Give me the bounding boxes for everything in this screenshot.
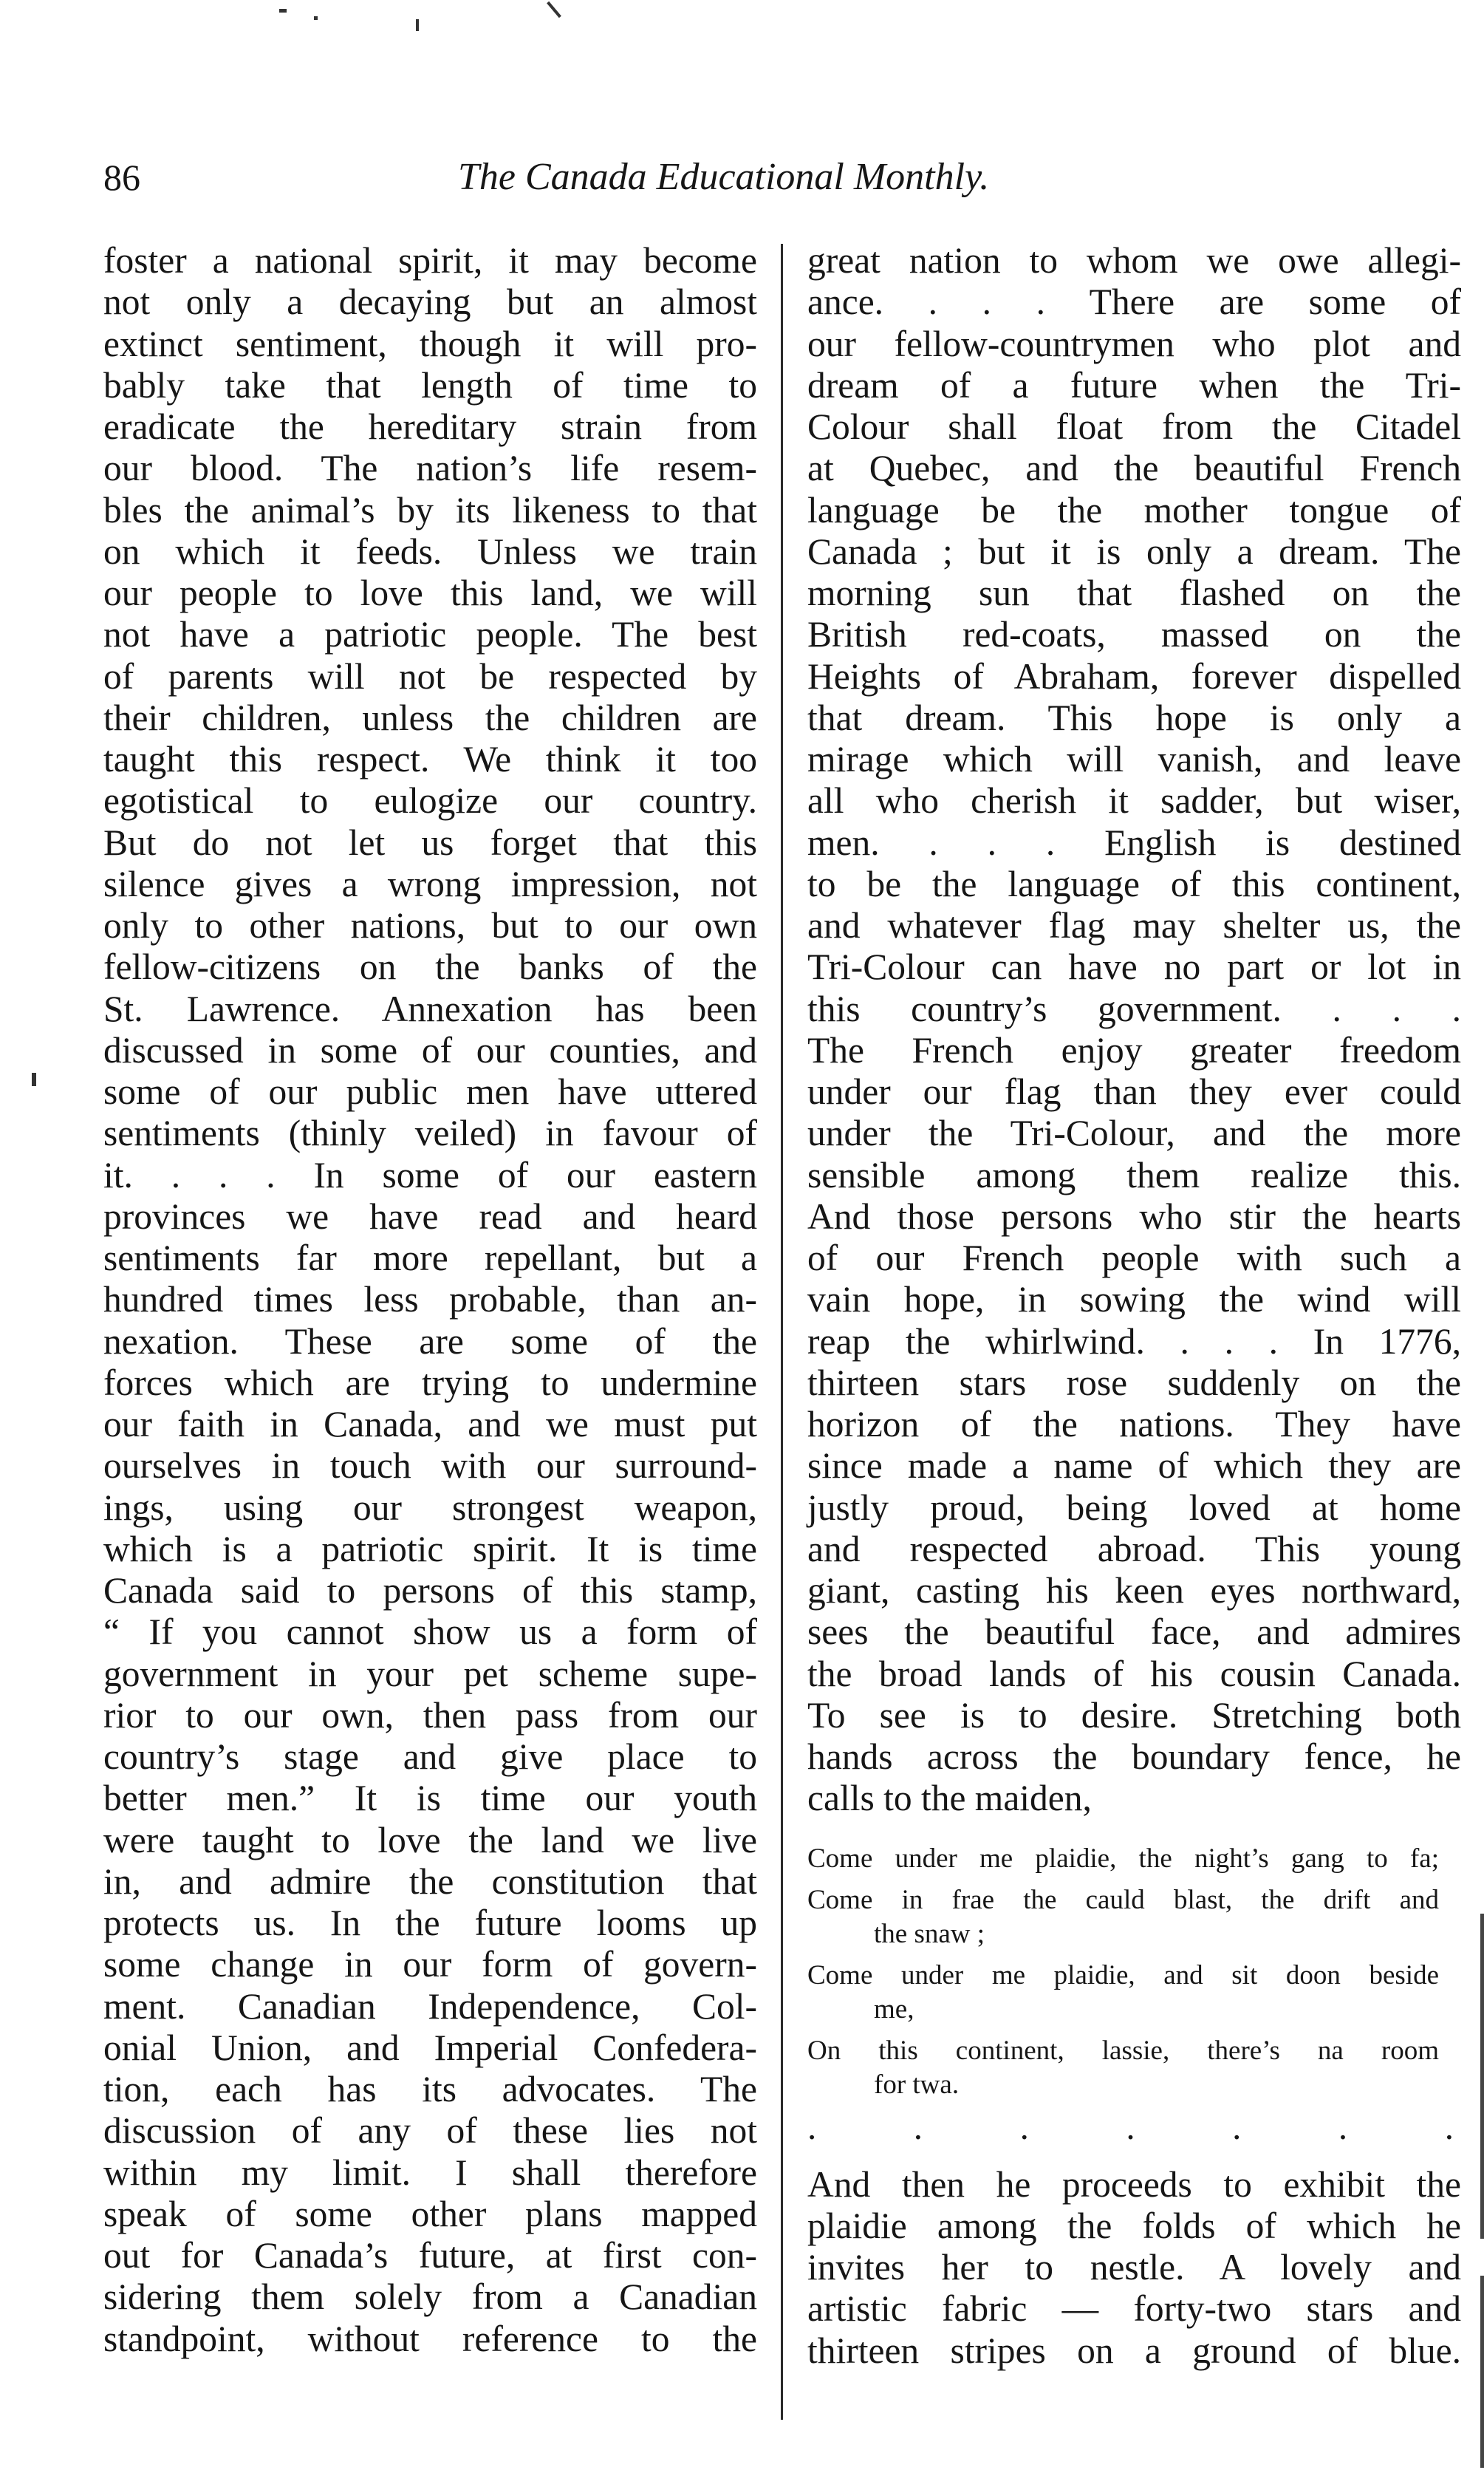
poem-line-continuation: the snaw ; [874, 1918, 985, 1949]
poem-line-continuation: me, [874, 1993, 914, 2024]
scan-speck [314, 16, 318, 20]
text-line: our blood. The nation’s life resem- [103, 448, 757, 489]
text-line: extinct sentiment, though it will pro- [103, 323, 757, 364]
text-line: our faith in Canada, and we must put [103, 1404, 757, 1444]
text-line: all who cherish it sadder, but wiser, [807, 780, 1461, 822]
ellipsis-dot: . [1019, 2106, 1029, 2147]
poem-line [807, 1959, 1439, 2027]
page-header [103, 151, 1433, 211]
right-column-body [807, 240, 1461, 1820]
text-line: country’s stage and give place to [103, 1736, 757, 1777]
poem-line-text: On this continent, lassie, there’s na room [807, 2035, 1439, 2066]
column-divider [781, 244, 783, 2420]
right-column [807, 240, 1461, 2372]
text-line: rior to our own, then pass from our [103, 1694, 757, 1736]
text-line: it. . . . In some of our eastern [103, 1154, 757, 1195]
text-line: under our flag than they ever could [807, 1071, 1461, 1112]
text-line: mirage which will vanish, and leave [807, 739, 1461, 779]
text-line: foster a national spirit, it may become [103, 240, 757, 281]
text-line: hundred times less probable, than an- [103, 1279, 757, 1320]
text-line: language be the mother tongue of [807, 489, 1461, 530]
text-line: fellow-citizens on the banks of the [103, 946, 757, 988]
text-line: on which it feeds. Unless we train [103, 530, 757, 572]
text-line: which is a patriotic spirit. It is time [103, 1528, 757, 1569]
text-line: plaidie among the folds of which he [807, 2205, 1461, 2246]
poem-line [807, 1842, 1439, 1876]
text-line: Colour shall float from the Citadel [807, 406, 1461, 447]
text-line: Canada ; but it is only a dream. The [807, 530, 1461, 572]
scan-speck [32, 1073, 36, 1086]
text-line: nexation. These are some of the [103, 1320, 757, 1362]
page-number: 86 [103, 157, 140, 198]
text-line: sentiments far more repellant, but a [103, 1238, 757, 1278]
text-line: onial Union, and Imperial Confedera- [103, 2027, 757, 2068]
text-line: And those persons who stir the hearts [807, 1195, 1461, 1237]
text-line: protects us. In the future looms up [103, 1903, 757, 1943]
running-title: The Canada Educational Monthly. [458, 156, 990, 198]
text-line: sentiments (thinly veiled) in favour of [103, 1113, 757, 1154]
text-line: vain hope, in sowing the wind will [807, 1279, 1461, 1320]
text-line: sees the beautiful face, and admires [807, 1611, 1461, 1653]
text-line: our people to love this land, we will [103, 573, 757, 613]
text-line: forces which are trying to undermine [103, 1362, 757, 1403]
text-line: at Quebec, and the beautiful French [807, 448, 1461, 489]
text-line: tion, each has its advocates. The [103, 2069, 757, 2109]
poem-line-text: Come in frae the cauld blast, the drift and [807, 1884, 1439, 1915]
text-line: under the Tri-Colour, and the more [807, 1113, 1461, 1154]
text-line: of parents will not be respected by [103, 655, 757, 697]
left-column [103, 240, 757, 2360]
text-line: “ If you cannot show us a form of [103, 1611, 757, 1653]
text-line: were taught to love the land we live [103, 1819, 757, 1860]
text-line: not have a patriotic people. The best [103, 614, 757, 655]
text-line: ings, using our strongest weapon, [103, 1487, 757, 1528]
text-line: discussed in some of our counties, and [103, 1029, 757, 1071]
poem-stanza [807, 1842, 1461, 2102]
text-line: bles the animal’s by its likeness to that [103, 489, 757, 530]
text-line: calls to the maiden, [807, 1778, 1092, 1819]
text-line: ance. . . . There are some of [807, 282, 1461, 323]
text-line: Heights of Abraham, forever dispelled [807, 655, 1461, 697]
text-line: ment. Canadian Independence, Col- [103, 1985, 757, 2027]
text-line: and respected abroad. This young [807, 1528, 1461, 1569]
text-line: sidering them solely from a Canadian [103, 2276, 757, 2318]
text-line: bably take that length of time to [103, 364, 757, 406]
ellipsis-dot: . [913, 2106, 923, 2147]
text-line: sensible among them realize this. [807, 1154, 1461, 1195]
text-line: in, and admire the constitution that [103, 1860, 757, 1902]
text-line: thirteen stars rose suddenly on the [807, 1362, 1461, 1403]
text-line: dream of a future when the Tri- [807, 364, 1461, 406]
text-line: our fellow-countrymen who plot and [807, 323, 1461, 364]
scan-speck [547, 1, 561, 18]
text-line: To see is to desire. Stretching both [807, 1694, 1461, 1736]
ellipsis-row [807, 2106, 1461, 2147]
text-line: The French enjoy greater freedom [807, 1029, 1461, 1071]
text-line: of our French people with such a [807, 1238, 1461, 1278]
text-line: Canada said to persons of this stamp, [103, 1570, 757, 1611]
text-line: since made a name of which they are [807, 1445, 1461, 1487]
text-line: artistic fabric — forty-two stars and [807, 2288, 1461, 2330]
text-line: And then he proceeds to exhibit the [807, 2163, 1461, 2205]
text-line: some change in our form of govern- [103, 1944, 757, 1985]
scan-speck [279, 9, 287, 13]
text-line: giant, casting his keen eyes northward, [807, 1570, 1461, 1611]
text-line: speak of some other plans mapped [103, 2193, 757, 2234]
text-line: not only a decaying but an almost [103, 282, 757, 323]
text-line: some of our public men have uttered [103, 1071, 757, 1112]
text-line: eradicate the hereditary strain from [103, 406, 757, 447]
text-line: better men.” It is time our youth [103, 1778, 757, 1819]
text-line: only to other nations, but to our own [103, 905, 757, 946]
ellipsis-dot: . [1338, 2106, 1348, 2147]
text-line: justly proud, being loved at home [807, 1487, 1461, 1528]
ellipsis-dot: . [1232, 2106, 1242, 2147]
text-line: this country’s government. . . . [807, 988, 1461, 1029]
text-line: morning sun that flashed on the [807, 573, 1461, 613]
text-line: the broad lands of his cousin Canada. [807, 1653, 1461, 1694]
text-line: out for Canada’s future, at first con- [103, 2235, 757, 2276]
text-line: standpoint, without reference to the [103, 2318, 757, 2359]
poem-line-text: Come under me plaidie, the night’s gang to fa; [807, 1843, 1439, 1874]
text-line: and whatever flag may shelter us, the [807, 905, 1461, 946]
text-line: egotistical to eulogize our country. [103, 780, 757, 822]
text-line: ourselves in touch with our surround- [103, 1445, 757, 1487]
text-line: hands across the boundary fence, he [807, 1736, 1461, 1777]
text-line: silence gives a wrong impression, not [103, 863, 757, 904]
text-line: their children, unless the children are [103, 697, 757, 738]
text-line: But do not let us forget that this [103, 822, 757, 863]
text-line: thirteen stripes on a ground of blue. [807, 2330, 1461, 2371]
ellipsis-dot: . [1444, 2106, 1454, 2147]
ellipsis-dot: . [1126, 2106, 1135, 2147]
text-line: St. Lawrence. Annexation has been [103, 988, 757, 1029]
ellipsis-dot: . [807, 2106, 817, 2147]
text-line: Tri-Colour can have no part or lot in [807, 946, 1461, 988]
scan-edge-mark [1480, 2276, 1484, 2468]
text-line: taught this respect. We think it too [103, 739, 757, 779]
text-line: invites her to nestle. A lovely and [807, 2247, 1461, 2288]
text-line: within my limit. I shall therefore [103, 2152, 757, 2193]
text-line: discussion of any of these lies not [103, 2110, 757, 2152]
text-line: provinces we have read and heard [103, 1195, 757, 1237]
poem-line-continuation: for twa. [874, 2069, 960, 2100]
scan-speck [416, 19, 419, 31]
text-line: men. . . . English is destined [807, 822, 1461, 863]
scan-edge-mark [1480, 1914, 1484, 2239]
text-line: government in your pet scheme supe- [103, 1653, 757, 1694]
right-column-continuation [807, 2164, 1461, 2372]
text-line: to be the language of this continent, [807, 863, 1461, 904]
poem-line [807, 2034, 1439, 2102]
text-line: horizon of the nations. They have [807, 1404, 1461, 1444]
poem-line [807, 1883, 1439, 1951]
text-line: British red-coats, massed on the [807, 614, 1461, 655]
text-line: that dream. This hope is only a [807, 697, 1461, 738]
text-line: great nation to whom we owe allegi- [807, 240, 1461, 281]
poem-line-text: Come under me plaidie, and sit doon beside [807, 1959, 1439, 1990]
text-line: reap the whirlwind. . . . In 1776, [807, 1320, 1461, 1362]
